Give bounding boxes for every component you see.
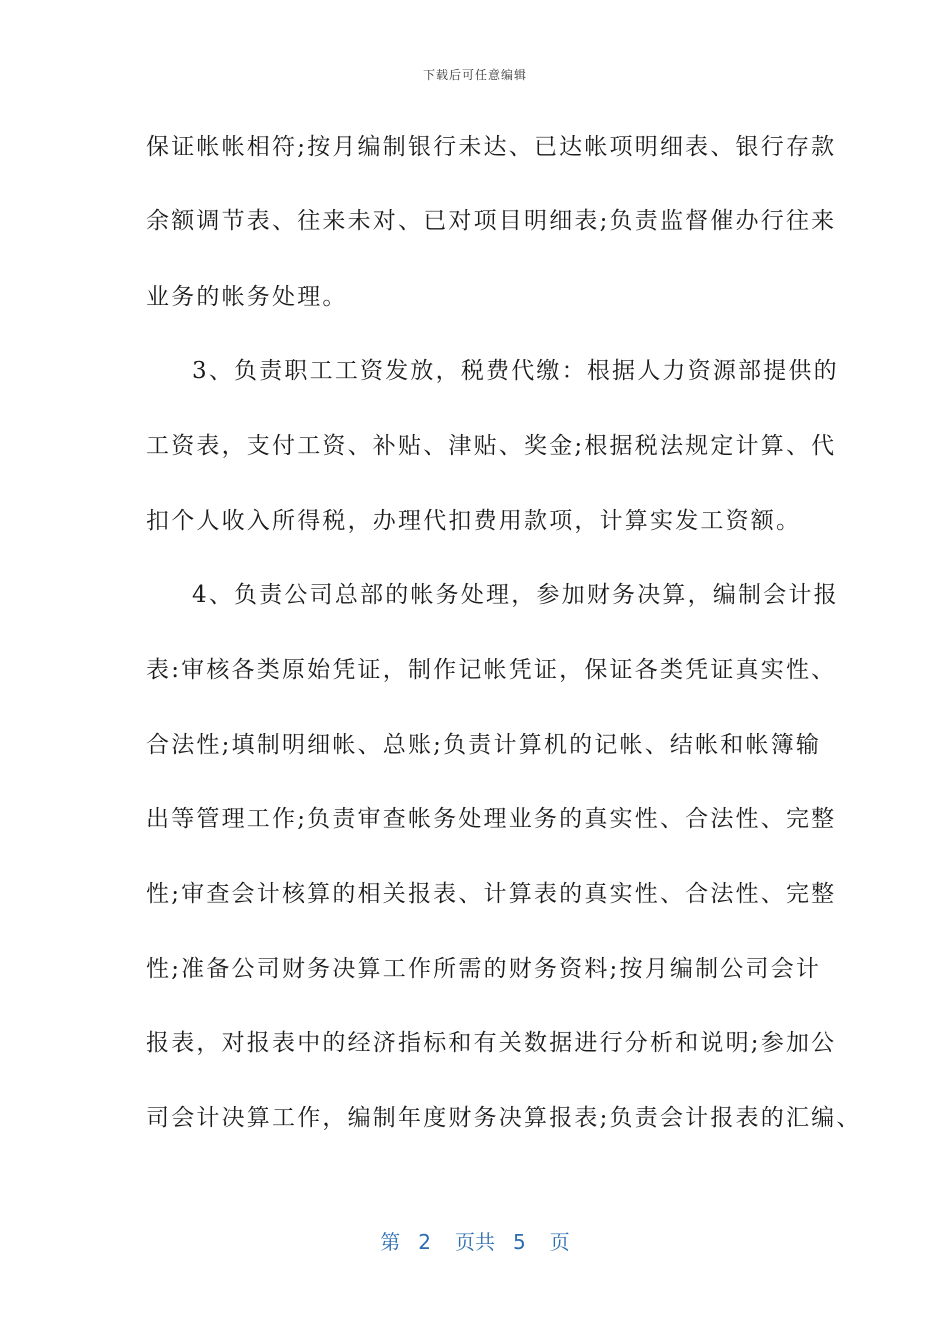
text-line: 4、负责公司总部的帐务处理，参加财务决算，编制会计报: [192, 582, 839, 608]
text-line: 表:审核各类原始凭证，制作记帐凭证，保证各类凭证真实性、: [146, 657, 837, 683]
text-line: 余额调节表、往来未对、已对项目明细表;负责监督催办行往来: [146, 208, 837, 234]
text-line: 性;准备公司财务决算工作所需的财务资料;按月编制公司会计: [146, 956, 822, 982]
text-line: 出等管理工作;负责审查帐务处理业务的真实性、合法性、完整: [146, 806, 837, 832]
footer-total-suffix: 页: [549, 1230, 570, 1254]
text-line: 司会计决算工作，编制年度财务决算报表;负责会计报表的汇编、: [146, 1105, 862, 1131]
header-note: 下载后可任意编辑: [422, 68, 527, 82]
text-line: 3、负责职工工资发放，税费代缴：根据人力资源部提供的: [192, 358, 839, 384]
footer-total-label: 页共: [455, 1230, 495, 1254]
text-line: 保证帐帐相符;按月编制银行未达、已达帐项明细表、银行存款: [146, 134, 837, 160]
text-line: 性;审查会计核算的相关报表、计算表的真实性、合法性、完整: [146, 881, 837, 907]
text-line: 合法性;填制明细帐、总账;负责计算机的记帐、结帐和帐簿输: [146, 732, 822, 758]
current-page-number: 2: [418, 1230, 431, 1254]
text-line: 工资表，支付工资、补贴、津贴、奖金;根据税法规定计算、代: [146, 433, 837, 459]
text-line: 业务的帐务处理。: [146, 284, 348, 310]
total-pages-number: 5: [513, 1230, 526, 1254]
footer-page-label: 第: [380, 1230, 401, 1254]
page-footer: [0, 1226, 950, 1255]
text-line: 报表，对报表中的经济指标和有关数据进行分析和说明;参加公: [146, 1030, 837, 1056]
text-line: 扣个人收入所得税，办理代扣费用款项，计算实发工资额。: [146, 508, 802, 534]
